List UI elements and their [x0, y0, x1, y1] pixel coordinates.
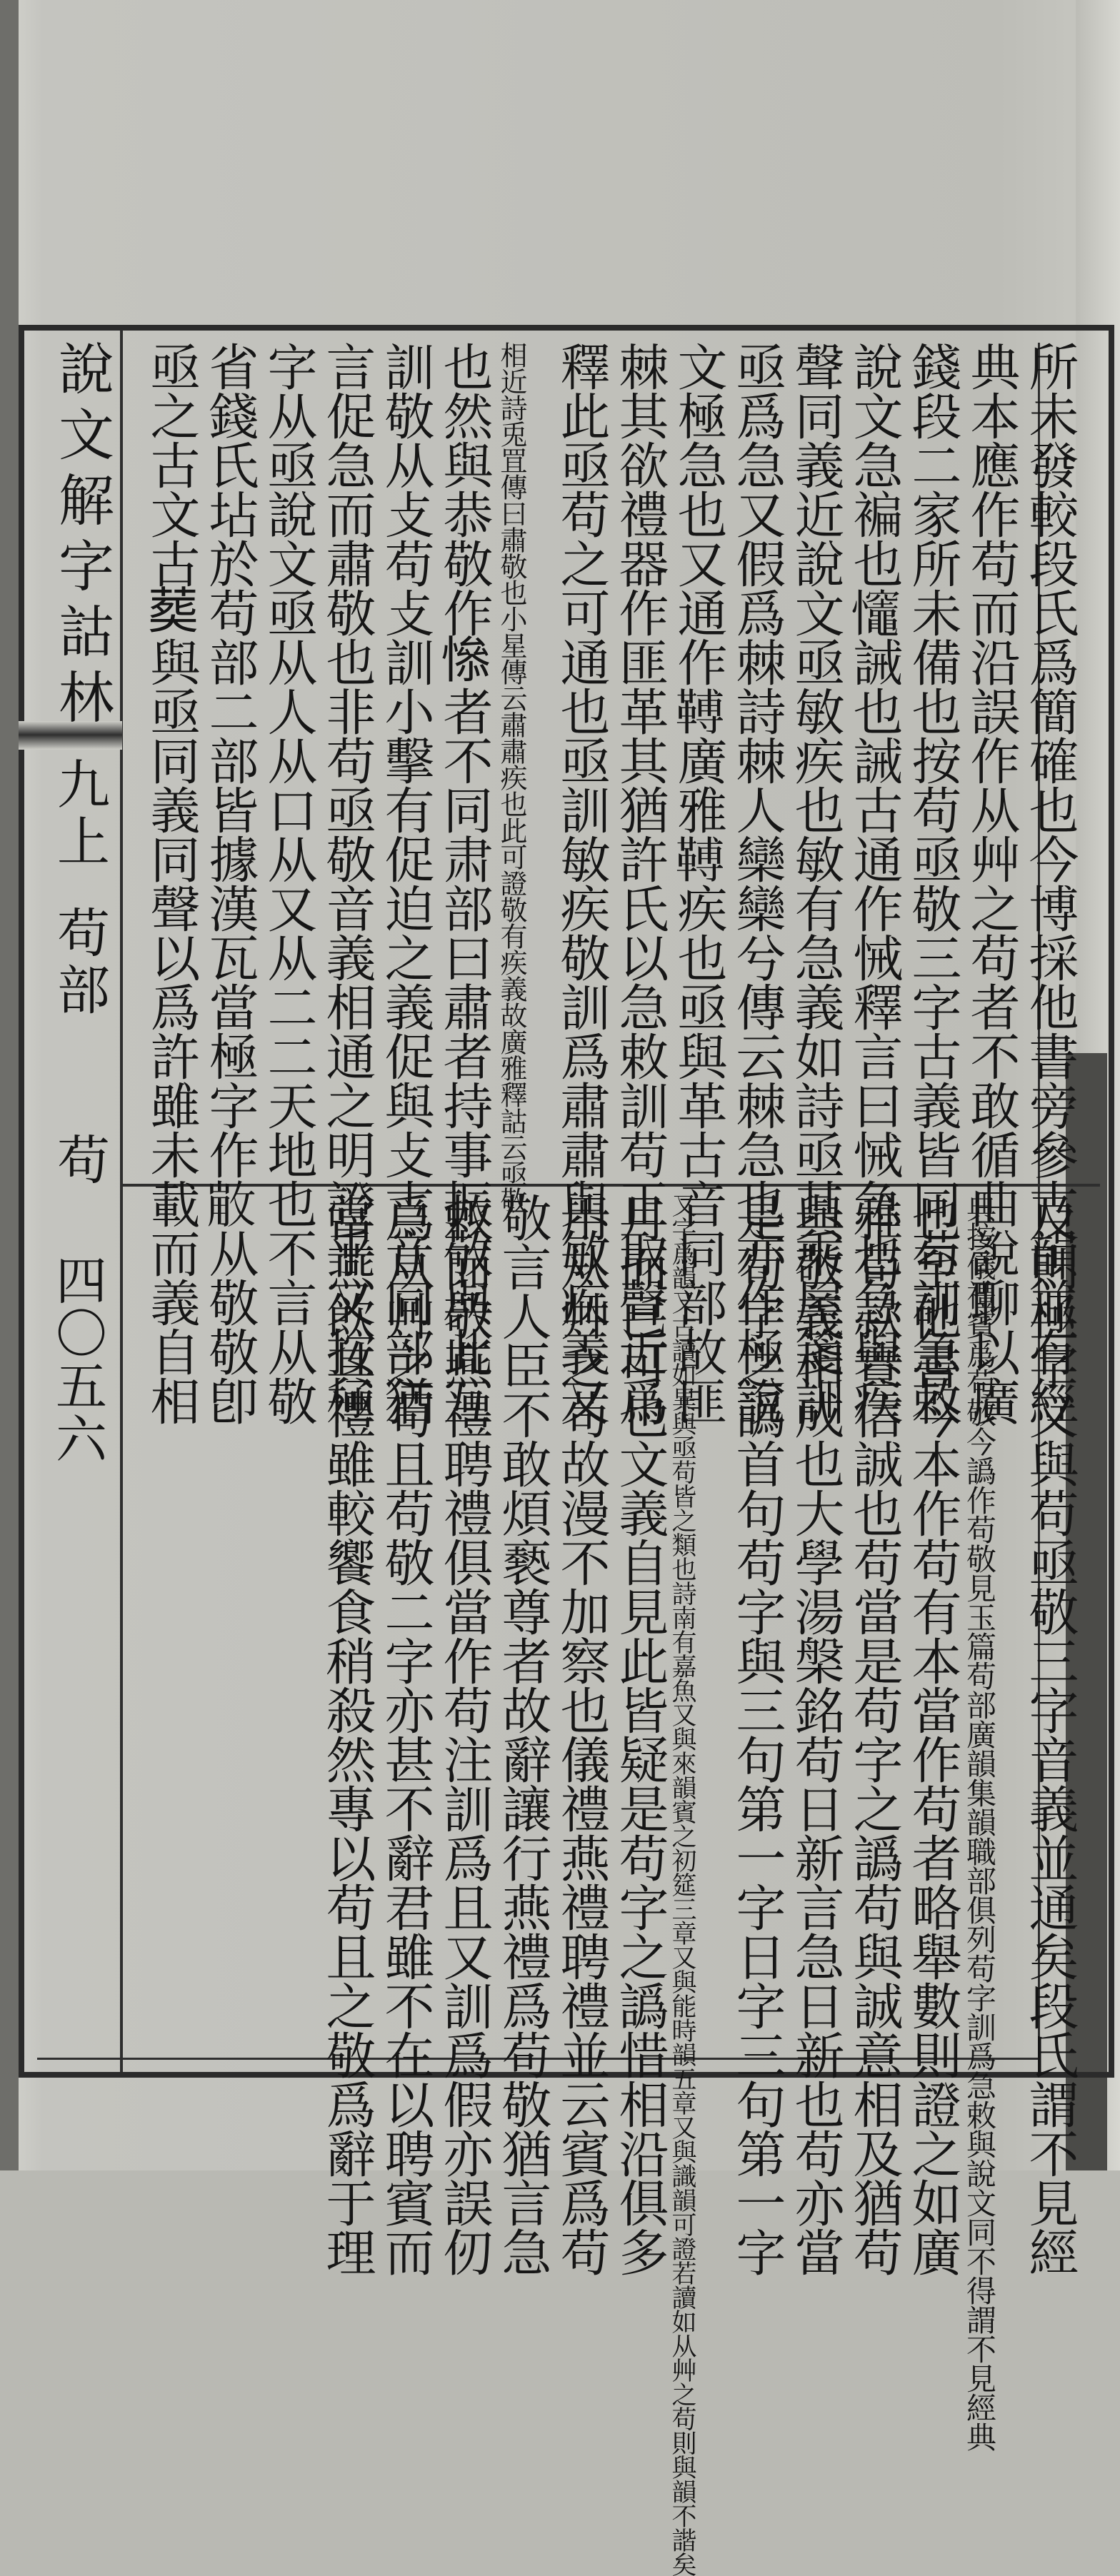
text-column: 言促急而肅敬也非苟亟敬音義相通之明證乎又按極	[318, 341, 376, 1425]
text-column: 錢段二家所未備也按苟亟敬三字古義皆同苟訓急敕	[904, 341, 962, 1425]
volume-label: 九上	[49, 757, 110, 871]
book-title: 說文解字詁林	[49, 340, 114, 734]
text-column: 爲从艸之苟且苟敬二字亦甚不辭君雖不在以聘賓而	[376, 1192, 435, 2276]
text-column: 亟之古文古𦵏與亟同義同聲以爲許雖未載而義自相	[142, 341, 201, 1425]
text-column: 雅苟款實信誠也苟當是苟字之譌苟與誠意相及猶苟	[845, 1192, 904, 2276]
text-column: 用从艸之苟故漫不加察也儀禮燕禮聘禮並云賓爲苟	[552, 1192, 611, 2276]
text-column: 也至他書今本作苟有本當作苟者略舉數則證之如廣	[904, 1192, 962, 2276]
entry-char: 苟	[49, 1132, 110, 1189]
text-column: 所未發較段氏爲簡確也今博採他書旁參古韻並有經	[1021, 341, 1079, 1425]
page-gutter	[0, 0, 19, 2170]
text-column: 與敬義相成也大學湯槃銘苟日新言急日新也苟亦當	[786, 1192, 845, 2276]
text-column: 當燕飲其禮雖較饗食稍殺然專以苟且之敬爲辭于理	[318, 1192, 376, 2276]
text-column: 亟爲急又假爲棘詩棘人欒欒兮傳云棘急也亦作極說	[728, 341, 786, 1425]
text-column: 省錢氏坫於苟部二部皆據漢瓦當極字作𢽸从敬敬卽	[201, 341, 259, 1425]
text-column: 及則極字又與苟亟敬三字音義並通矣段氏謂不見經	[1021, 1192, 1079, 2276]
page-number: 四〇五六	[47, 1254, 107, 1465]
text-column: 字从亟說文亟从人从口从又从二二天地也不言从敬	[259, 341, 318, 1425]
text-column: 訓敬从攴苟攴訓小擊有促迫之義促與攴古音同部猶	[376, 341, 435, 1425]
text-column: 棘其欲禮器作匪革其猶許氏以急敕訓苟正取聲近爲	[611, 341, 669, 1425]
text-column: 文極急也又通作𩌏廣雅𩌏疾也亟與革古音同部故匪	[669, 341, 728, 1425]
text-column: 釋此亟苟之可通也亟訓敏疾敬訓爲肅肅與敏疾義又	[552, 341, 611, 1425]
text-column: 敕而敬燕禮聘禮俱當作苟注訓爲且又訓爲假亦誤仞	[435, 1192, 494, 2276]
text-column: 月而已可也文義自見此皆疑是苟字之譌惜相沿俱多	[611, 1192, 669, 2276]
text-column: 敬言人臣不敢煩褻尊者故辭讓行燕禮爲苟敬猶言急	[494, 1192, 552, 2276]
text-column: 也然與恭敬作𢡖者不同肃部曰肅者持事振敬與此互	[435, 341, 494, 1425]
text-column: 典按儀禮賓爲苟敬今譌作苟敬見玉篇苟部廣韻集韻職部俱列苟字訓爲急敕與說文同不得謂不見經典	[962, 1192, 997, 2451]
section-label: 苟部	[49, 905, 110, 1020]
text-column: 典本應作苟而沿誤作从艸之苟者不敢循曲說聊以廣	[962, 341, 1021, 1425]
text-column: 相近詩兎罝傳曰肅敬也小星傳云肅肅疾也此可證敬有疾義故廣雅釋詁云亟敬	[496, 341, 527, 1213]
text-column: 又字爲韻又古讀如異與亟苟皆之類也詩南有嘉魚又與來韻賓之初筵三章又與能時韻五章又與識韻可證若讀如从艸之苟則與韻不諧矣	[668, 1192, 696, 2576]
text-column: 是苟字之譌首句苟字與三句第一字日字三句第一字	[728, 1192, 786, 2276]
text-column: 說文急褊也𢥼誡也誡古通作悈釋言曰悈急也急與疾	[845, 341, 904, 1425]
text-column: 聲同義近說文亟敏疾也敏有急義如詩亟其乘屋箋訓	[786, 341, 845, 1425]
